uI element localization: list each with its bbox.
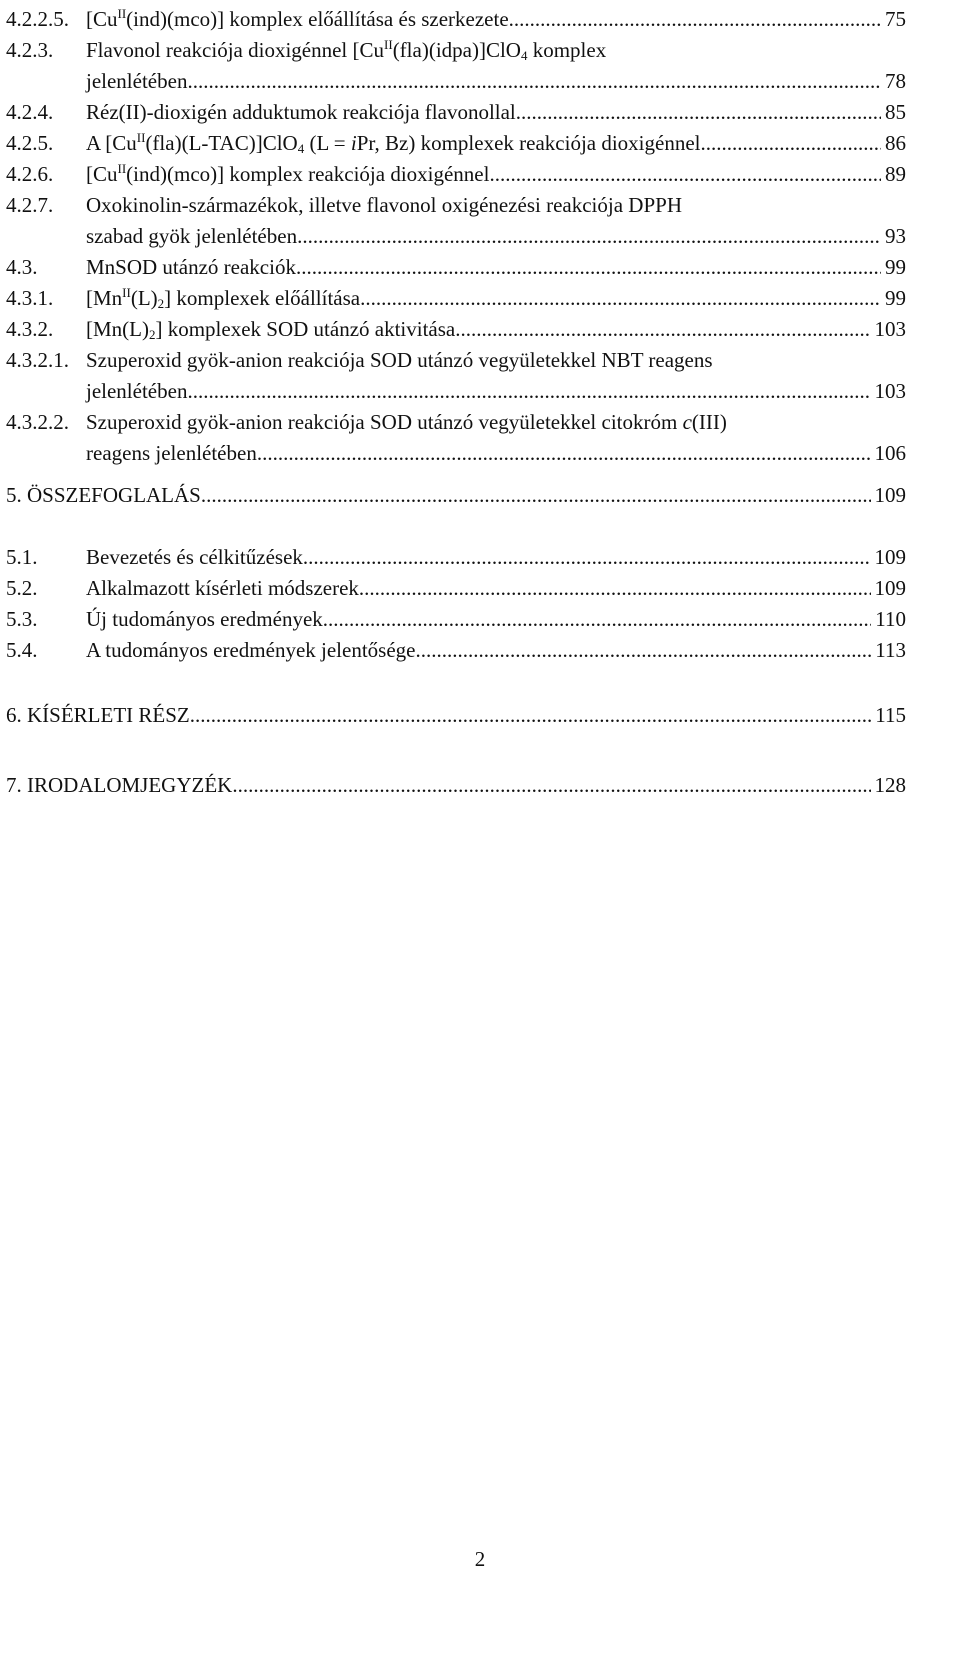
toc-page-number: 110: [875, 607, 906, 631]
toc-entry-number: 4.3.2.: [6, 317, 54, 341]
toc-entry-title: [86, 283, 360, 314]
title-segment: (L =: [304, 131, 351, 155]
title-segment: Szuperoxid gyök-anion reakciója SOD utánzó vegyületekkel NBT reagens: [86, 348, 713, 372]
dot-leader: [296, 252, 881, 283]
dot-leader: [232, 770, 870, 801]
title-segment: (III): [691, 410, 727, 434]
title-segment: i: [350, 131, 357, 155]
toc-page-number: 106: [874, 441, 906, 465]
title-segment: Bevezetés és célkitűzések: [86, 545, 303, 569]
toc-entry-number: 5.2.: [6, 576, 38, 600]
toc-page-number: 109: [874, 545, 906, 569]
toc-page-number: 109: [874, 483, 906, 507]
page-number: 2: [474, 1547, 486, 1571]
title-segment: c: [682, 410, 692, 434]
title-segment: Oxokinolin-származékok, illetve flavonol oxigénezési reakciója DPPH: [86, 193, 682, 217]
title-segment: A tudományos eredmények jelentősége: [86, 638, 416, 662]
toc-page-number: 78: [885, 69, 906, 93]
toc-entry-title: [86, 159, 489, 190]
title-segment: [Cu: [86, 162, 118, 186]
toc-page-number: 86: [885, 131, 906, 155]
dot-leader: [360, 283, 881, 314]
toc-entry-title: [86, 35, 606, 66]
dot-leader: [455, 314, 870, 345]
toc-entry-number: 4.3.2.1.: [6, 348, 69, 372]
toc-page-number: 85: [885, 100, 906, 124]
toc-entry-number: 4.2.3.: [6, 38, 54, 62]
toc-entry-title: [86, 190, 682, 221]
toc-entry-number: 5. ÖSSZEFOGLALÁS: [6, 483, 201, 507]
toc-entry-number: 7. IRODALOMJEGYZÉK: [6, 773, 233, 797]
toc-entry-title-continued: jelenlétében: [86, 379, 188, 403]
dot-leader: [359, 573, 871, 604]
title-segment: Pr, Bz) komplexek reakciója dioxigénnel: [356, 131, 701, 155]
title-segment: (L): [130, 286, 158, 310]
toc-entry-title: [86, 573, 359, 604]
toc-entry-title-continued: jelenlétében: [86, 69, 188, 93]
toc-page-number: 99: [885, 286, 906, 310]
dot-leader: [516, 97, 881, 128]
title-segment: II: [384, 37, 393, 52]
toc-page-number: 103: [874, 379, 906, 403]
title-segment: Flavonol reakciója dioxigénnel [Cu: [86, 38, 385, 62]
title-segment: MnSOD utánzó reakciók: [86, 255, 296, 279]
title-segment: ] komplexek előállítása: [164, 286, 361, 310]
title-segment: 2: [157, 296, 165, 311]
dot-leader: [257, 438, 871, 469]
toc-page-number: 103: [874, 317, 906, 341]
dot-leader: [701, 128, 882, 159]
toc-entry-number: 5.3.: [6, 607, 38, 631]
dot-leader: [489, 159, 881, 190]
toc-entry-title-continued: szabad gyök jelenlétében: [86, 224, 298, 248]
title-segment: 4: [520, 48, 528, 63]
toc-entry-number: 6. KÍSÉRLETI RÉSZ: [6, 703, 190, 727]
title-segment: [Mn(L): [86, 317, 149, 341]
title-segment: Új tudományos eredmények: [86, 607, 323, 631]
toc-entry-title: [86, 97, 516, 128]
toc-page-number: 128: [874, 773, 906, 797]
toc-entry-number: 4.2.6.: [6, 162, 54, 186]
toc-entry-number: 4.2.7.: [6, 193, 54, 217]
dot-leader: [187, 66, 881, 97]
dot-leader: [297, 221, 881, 252]
title-segment: II: [117, 161, 127, 176]
toc-entry-title: [86, 542, 303, 573]
title-segment: (ind)(mco)] komplex előállítása és szerkezete: [126, 7, 509, 31]
dot-leader: [190, 700, 872, 731]
toc-page-number: 75: [885, 7, 906, 31]
title-segment: 4: [297, 141, 305, 156]
toc-entry-title: [86, 4, 509, 35]
dot-leader: [187, 376, 870, 407]
toc-page-number: 109: [874, 576, 906, 600]
title-segment: 2: [148, 327, 156, 342]
title-segment: A [Cu: [86, 131, 137, 155]
toc-entry-title: [86, 128, 701, 159]
title-segment: Alkalmazott kísérleti módszerek: [86, 576, 359, 600]
title-segment: Szuperoxid gyök-anion reakciója SOD utánzó vegyületekkel citokróm: [86, 410, 683, 434]
toc-entry-title: [86, 407, 727, 438]
title-segment: II: [117, 6, 127, 21]
title-segment: [Cu: [86, 7, 118, 31]
toc-page-number: 89: [885, 162, 906, 186]
title-segment: II: [122, 285, 131, 300]
toc-entry-number: 4.3.2.2.: [6, 410, 69, 434]
toc-entry-number: 5.1.: [6, 545, 38, 569]
title-segment: II: [136, 130, 146, 145]
title-segment: ] komplexek SOD utánzó aktivitása: [155, 317, 456, 341]
title-segment: Réz(II)-dioxigén adduktumok reakciója flavonollal: [86, 100, 516, 124]
toc-entry-number: 4.2.2.5.: [6, 7, 69, 31]
title-segment: komplex: [527, 38, 607, 62]
dot-leader: [416, 635, 872, 666]
toc-entry-number: 4.3.1.: [6, 286, 54, 310]
toc-entry-title: [86, 635, 416, 666]
toc-page-number: 113: [875, 638, 906, 662]
dot-leader: [323, 604, 871, 635]
toc-page-number: 115: [875, 703, 906, 727]
dot-leader: [509, 4, 881, 35]
toc-entry-title: [86, 604, 323, 635]
dot-leader: [303, 542, 871, 573]
toc-entry-number: 4.2.5.: [6, 131, 54, 155]
toc-page-number: 99: [885, 255, 906, 279]
dot-leader: [201, 480, 871, 511]
title-segment: (fla)(idpa)]ClO: [392, 38, 521, 62]
toc-entry-title: [86, 314, 455, 345]
toc-entry-title: [86, 345, 713, 376]
toc-entry-number: 4.3.: [6, 255, 38, 279]
title-segment: (fla)(L-TAC)]ClO: [145, 131, 298, 155]
toc-entry-title-continued: reagens jelenlétében: [86, 441, 257, 465]
title-segment: (ind)(mco)] komplex reakciója dioxigénnel: [126, 162, 490, 186]
toc-page-number: 93: [885, 224, 906, 248]
toc-entry-number: 5.4.: [6, 638, 38, 662]
title-segment: [Mn: [86, 286, 123, 310]
toc-entry-title: [86, 252, 296, 283]
toc-entry-number: 4.2.4.: [6, 100, 54, 124]
